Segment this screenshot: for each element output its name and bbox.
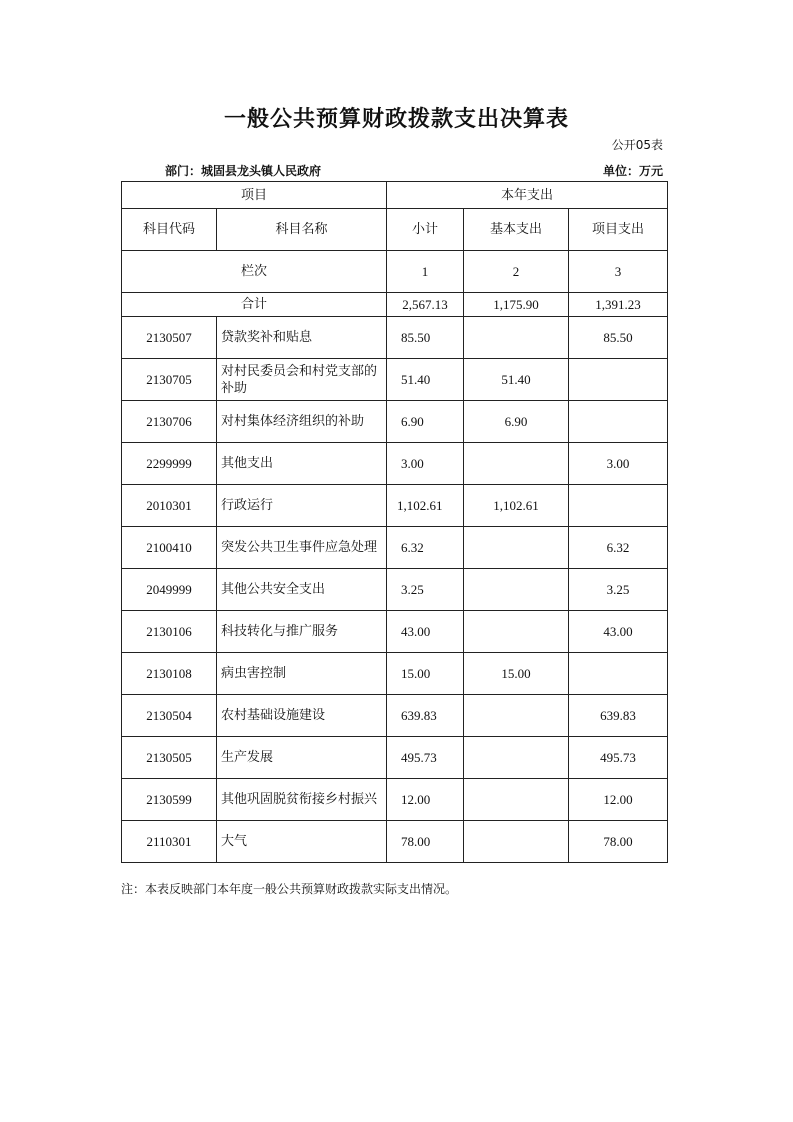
table-row [122, 485, 668, 527]
row-project [569, 401, 668, 443]
row-code: 2049999 [122, 569, 217, 611]
table-row [122, 527, 668, 569]
row-project [569, 485, 668, 527]
header-project-expense: 项目支出 [569, 209, 668, 251]
row-code: 2130599 [122, 779, 217, 821]
row-basic [464, 317, 569, 359]
row-name: 对村集体经济组织的补助 [217, 401, 387, 443]
row-code: 2130507 [122, 317, 217, 359]
row-basic [464, 737, 569, 779]
row-project [569, 653, 668, 695]
row-project: 43.00 [569, 611, 668, 653]
row-code: 2130505 [122, 737, 217, 779]
row-name: 突发公共卫生事件应急处理 [217, 527, 387, 569]
header-current-year-expense: 本年支出 [387, 182, 668, 209]
total-subtotal: 2,567.13 [387, 293, 464, 317]
table-row [122, 569, 668, 611]
row-name: 科技转化与推广服务 [217, 611, 387, 653]
row-subtotal: 495.73 [387, 737, 464, 779]
table-row [122, 443, 668, 485]
row-name: 行政运行 [217, 485, 387, 527]
form-number: 公开05表 [611, 138, 663, 152]
row-code: 2010301 [122, 485, 217, 527]
row-name: 农村基础设施建设 [217, 695, 387, 737]
row-name: 其他公共安全支出 [217, 569, 387, 611]
row-project: 3.25 [569, 569, 668, 611]
table-row [122, 779, 668, 821]
row-name: 大气 [217, 821, 387, 863]
table-note: 注：本表反映部门本年度一般公共预算财政拨款实际支出情况。 [121, 882, 458, 896]
row-project: 639.83 [569, 695, 668, 737]
row-name: 生产发展 [217, 737, 387, 779]
header-basic: 基本支出 [464, 209, 569, 251]
row-basic: 15.00 [464, 653, 569, 695]
row-subtotal: 6.32 [387, 527, 464, 569]
row-subtotal: 639.83 [387, 695, 464, 737]
row-project: 6.32 [569, 527, 668, 569]
row-code: 2130504 [122, 695, 217, 737]
row-subtotal: 12.00 [387, 779, 464, 821]
row-code: 2100410 [122, 527, 217, 569]
table-row [122, 317, 668, 359]
row-basic: 1,102.61 [464, 485, 569, 527]
department-label: 部门：城固县龙头镇人民政府 [165, 164, 322, 178]
header-subtotal: 小计 [387, 209, 464, 251]
row-basic [464, 569, 569, 611]
row-subtotal: 6.90 [387, 401, 464, 443]
table-row [122, 737, 668, 779]
row-subtotal: 78.00 [387, 821, 464, 863]
table-row [122, 359, 668, 401]
row-basic [464, 527, 569, 569]
column-number-3: 3 [569, 251, 668, 293]
total-basic: 1,175.90 [464, 293, 569, 317]
total-project: 1,391.23 [569, 293, 668, 317]
row-code: 2299999 [122, 443, 217, 485]
row-subtotal: 3.00 [387, 443, 464, 485]
row-code: 2130706 [122, 401, 217, 443]
unit-label: 单位：万元 [602, 164, 663, 178]
header-name: 科目名称 [217, 209, 387, 251]
row-code: 2130106 [122, 611, 217, 653]
row-basic [464, 821, 569, 863]
row-name: 对村民委员会和村党支部的补助 [217, 359, 387, 401]
row-subtotal: 3.25 [387, 569, 464, 611]
row-project: 495.73 [569, 737, 668, 779]
row-code: 2130108 [122, 653, 217, 695]
row-project: 78.00 [569, 821, 668, 863]
row-code: 2130705 [122, 359, 217, 401]
row-basic [464, 443, 569, 485]
row-project: 3.00 [569, 443, 668, 485]
row-project: 85.50 [569, 317, 668, 359]
header-project: 项目 [122, 182, 387, 209]
row-basic [464, 611, 569, 653]
row-basic [464, 779, 569, 821]
row-basic: 6.90 [464, 401, 569, 443]
total-label: 合计 [122, 293, 387, 317]
row-basic: 51.40 [464, 359, 569, 401]
row-subtotal: 1,102.61 [387, 485, 464, 527]
table-row [122, 821, 668, 863]
row-name: 贷款奖补和贴息 [217, 317, 387, 359]
row-code: 2110301 [122, 821, 217, 863]
row-project [569, 359, 668, 401]
row-name: 其他巩固脱贫衔接乡村振兴 [217, 779, 387, 821]
row-subtotal: 15.00 [387, 653, 464, 695]
row-subtotal: 85.50 [387, 317, 464, 359]
page-title: 一般公共预算财政拨款支出决算表 [223, 107, 569, 132]
row-basic [464, 695, 569, 737]
row-name: 病虫害控制 [217, 653, 387, 695]
budget-table [121, 181, 668, 863]
table-row [122, 653, 668, 695]
column-number-label: 栏次 [122, 251, 387, 293]
row-project: 12.00 [569, 779, 668, 821]
table-row [122, 401, 668, 443]
row-name: 其他支出 [217, 443, 387, 485]
row-subtotal: 51.40 [387, 359, 464, 401]
column-number-1: 1 [387, 251, 464, 293]
table-row [122, 695, 668, 737]
header-code: 科目代码 [122, 209, 217, 251]
row-subtotal: 43.00 [387, 611, 464, 653]
table-row [122, 611, 668, 653]
column-number-2: 2 [464, 251, 569, 293]
